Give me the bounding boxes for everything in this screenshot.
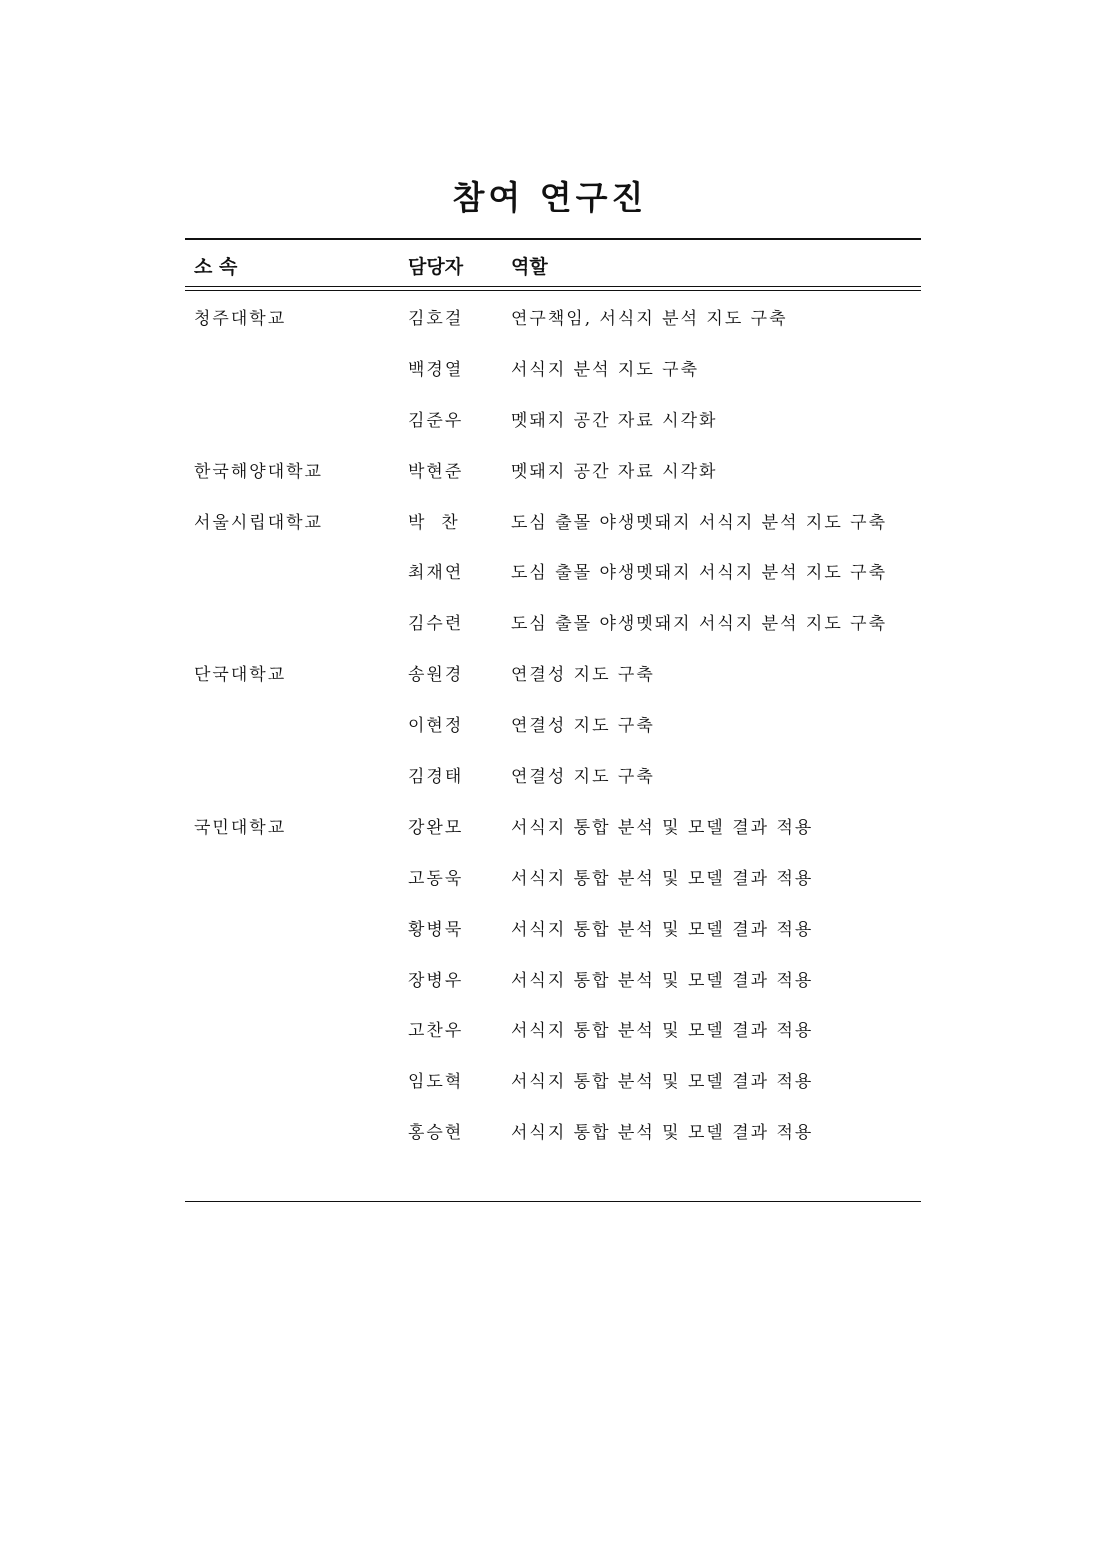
researchers-table [185, 238, 921, 1157]
row-person: 고동욱 [408, 868, 464, 889]
header-person: 담당자 [408, 256, 464, 278]
row-person: 임도혁 [408, 1072, 464, 1093]
row-role: 도심 출몰 야생멧돼지 서식지 분석 지도 구축 [511, 563, 888, 584]
row-person: 백경열 [408, 359, 464, 380]
row-role: 연결성 지도 구축 [511, 716, 655, 737]
row-person: 박 찬 [408, 512, 460, 533]
table-row [185, 852, 921, 903]
row-role: 연결성 지도 구축 [511, 665, 655, 686]
row-person: 황병묵 [408, 919, 464, 940]
table-row [185, 597, 921, 648]
row-person: 김준우 [408, 410, 464, 431]
table-row [185, 343, 921, 394]
table-row [185, 394, 921, 445]
table-bottom-rule [185, 1201, 921, 1202]
table-row [185, 699, 921, 750]
table-row [185, 903, 921, 954]
header-role: 역할 [511, 256, 548, 278]
row-role: 도심 출몰 야생멧돼지 서식지 분석 지도 구축 [511, 512, 888, 533]
row-role: 도심 출몰 야생멧돼지 서식지 분석 지도 구축 [511, 614, 888, 635]
table-row [185, 546, 921, 597]
row-role: 연구책임, 서식지 분석 지도 구축 [511, 309, 788, 329]
row-affiliation: 서울시립대학교 [194, 512, 323, 533]
row-person: 박현준 [408, 461, 464, 482]
table-row [185, 954, 921, 1005]
row-person: 최재연 [408, 563, 464, 584]
page-title: 참여 연구진 [452, 178, 648, 217]
row-role: 서식지 통합 분석 및 모델 결과 적용 [511, 1021, 814, 1042]
row-role: 서식지 통합 분석 및 모델 결과 적용 [511, 1123, 814, 1144]
row-person: 김호걸 [408, 309, 464, 329]
row-person: 강완모 [408, 817, 464, 838]
table-row [185, 445, 921, 496]
row-role: 서식지 통합 분석 및 모델 결과 적용 [511, 919, 814, 940]
table-header-row [185, 240, 921, 286]
header-affiliation: 소 속 [194, 256, 238, 278]
table-row [185, 801, 921, 852]
table-body [185, 291, 921, 1157]
row-person: 장병우 [408, 970, 464, 991]
row-person: 김수련 [408, 614, 464, 635]
row-role: 서식지 통합 분석 및 모델 결과 적용 [511, 970, 814, 991]
row-role: 서식지 통합 분석 및 모델 결과 적용 [511, 1072, 814, 1093]
row-role: 서식지 분석 지도 구축 [511, 359, 700, 380]
table-row [185, 750, 921, 801]
row-role: 멧돼지 공간 자료 시각화 [511, 410, 718, 431]
row-person: 송원경 [408, 665, 464, 686]
table-row [185, 1106, 921, 1157]
row-person: 김경태 [408, 767, 464, 788]
table-row [185, 496, 921, 547]
row-affiliation: 한국해양대학교 [194, 461, 323, 482]
table-row [185, 1004, 921, 1055]
row-affiliation: 청주대학교 [194, 309, 287, 329]
row-person: 이현정 [408, 716, 464, 737]
row-role: 멧돼지 공간 자료 시각화 [511, 461, 718, 482]
row-role: 서식지 통합 분석 및 모델 결과 적용 [511, 817, 814, 838]
row-person: 홍승현 [408, 1123, 464, 1144]
row-affiliation: 국민대학교 [194, 817, 287, 838]
row-person: 고찬우 [408, 1021, 464, 1042]
row-role: 연결성 지도 구축 [511, 767, 655, 788]
table-row [185, 648, 921, 699]
table-row [185, 292, 921, 343]
table-row [185, 1055, 921, 1106]
row-role: 서식지 통합 분석 및 모델 결과 적용 [511, 868, 814, 889]
row-affiliation: 단국대학교 [194, 665, 287, 686]
